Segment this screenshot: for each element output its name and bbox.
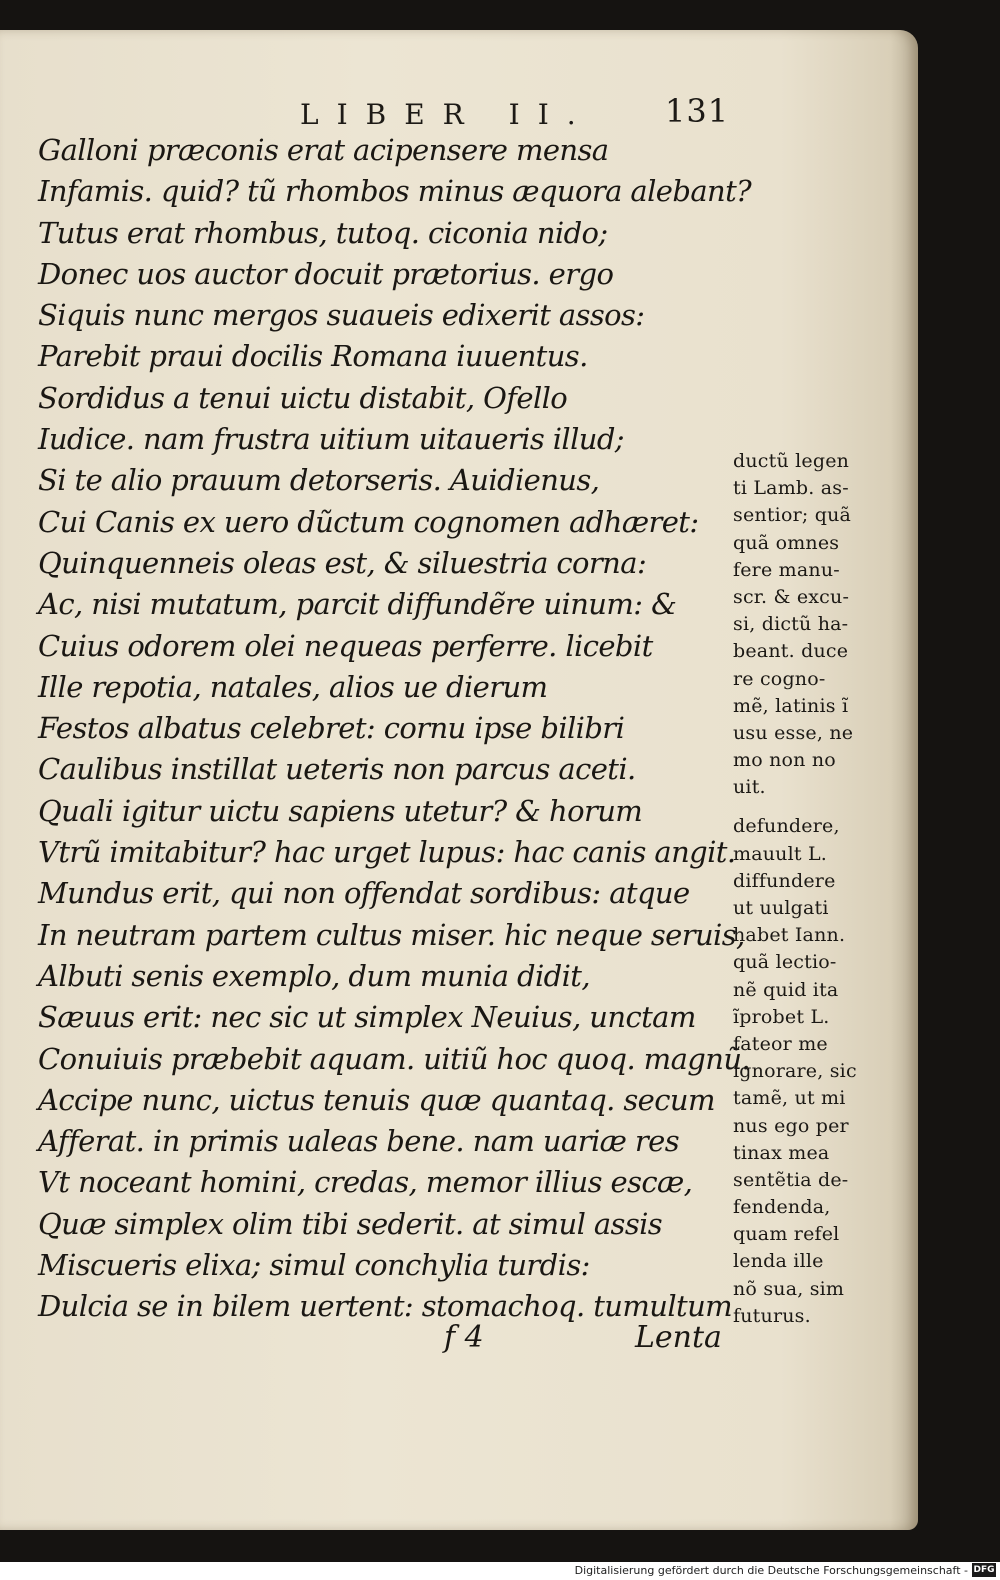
page-footer [440, 1320, 740, 1364]
signature-mark: f 4 [444, 1320, 484, 1355]
verse-line: Infamis. quid? tũ rhombos minus æquora alebant? [38, 174, 752, 209]
margin-note-line: re cogno- [733, 667, 826, 690]
dfg-logo: DFG [973, 1565, 995, 1575]
verse-line: Miscueris elixa; simul conchylia turdis: [38, 1248, 590, 1283]
verse-line: Caulibus instillat ueteris non parcus aceti. [38, 752, 636, 787]
verse-line: Festos albatus celebret: cornu ipse bilibri [38, 711, 625, 746]
verse-line: Albuti senis exemplo, dum munia didit, [38, 958, 590, 993]
verse-line: Quali igitur uictu sapiens utetur? & horum [38, 793, 643, 828]
verse-line: Donec uos auctor docuit prætorius. ergo [38, 256, 614, 291]
margin-note-line: mo non no [733, 749, 836, 772]
verse-line: Parebit praui docilis Romana iuuentus. [38, 339, 588, 374]
margin-note-line: lenda ille [733, 1250, 824, 1273]
margin-note-line: ignorare, sic [733, 1060, 857, 1083]
verse-line: Siquis nunc mergos suaueis edixerit assos: [38, 298, 645, 333]
verse-line: Sordidus a tenui uictu distabit, Ofello [38, 380, 568, 415]
margin-note-line: defundere, [733, 815, 840, 838]
margin-note-line: sentẽtia de- [733, 1168, 849, 1191]
margin-note-line: habet Iann. [733, 924, 846, 947]
page-number: 131 [665, 92, 730, 130]
credit-text: Digitalisierung gefördert durch die Deutsche Forschungsgemeinschaft - [574, 1564, 968, 1577]
verse-line: Vtrũ imitabitur? hac urget lupus: hac canis angit. [38, 835, 736, 870]
verse-line: In neutram partem cultus miser. hic neque seruis, [38, 917, 745, 952]
verse-line: Sæuus erit: nec sic ut simplex Neuius, unctam [38, 1000, 696, 1035]
margin-note [733, 448, 873, 801]
margin-note-line: nus ego per [733, 1114, 849, 1137]
verse-line: Ac, nisi mutatum, parcit diffundẽre uinum: & [38, 587, 677, 622]
margin-note [733, 813, 873, 1330]
margin-note-line: usu esse, ne [733, 721, 854, 744]
verse-line: Cuius odorem olei nequeas perferre. licebit [38, 628, 653, 663]
verse-line: Accipe nunc, uictus tenuis quæ quantaq. secum [38, 1082, 715, 1117]
verse-line: Ille repotia, natales, alios ue dierum [38, 669, 548, 704]
margin-note-line: fendenda, [733, 1196, 831, 1219]
verse-line: Vt noceant homini, credas, memor illius escæ, [38, 1165, 693, 1200]
margin-note-line: quã lectio- [733, 951, 837, 974]
margin-note-line: fateor me [733, 1032, 828, 1055]
margin-note-line: diffundere [733, 869, 836, 892]
margin-note-line: ductũ legen [733, 450, 850, 472]
verse-line: Cui Canis ex uero dũctum cognomen adhæret: [38, 504, 699, 539]
verse-line: Si te alio prauum detorseris. Auidienus, [38, 463, 600, 498]
verse-line: Quinquenneis oleas est, & siluestria corna: [38, 545, 647, 580]
margin-note-line: uit. [733, 776, 766, 799]
verse-line: Galloni præconis erat acipensere mensa [38, 133, 609, 167]
verse-line: Iudice. nam frustra uitium uitaueris illud; [38, 422, 624, 457]
margin-note-line: ut uulgati [733, 897, 829, 919]
verse-line: Mundus erit, qui non offendat sordibus: atque [38, 876, 690, 911]
margin-note-line: mẽ, latinis ĩ [733, 694, 849, 717]
margin-note-line: scr. & excu- [733, 585, 850, 608]
margin-note-line: nõ sua, sim [733, 1277, 845, 1300]
margin-note-line: tamẽ, ut mi [733, 1087, 846, 1110]
margin-note-line: ĩprobet L. [733, 1005, 830, 1028]
verse-line: Conuiuis præbebit aquam. uitiũ hoc quoq. magnũ. [38, 1041, 751, 1076]
verse-line: Afferat. in primis ualeas bene. nam uariæ res [38, 1124, 680, 1159]
verse-line: Quæ simplex olim tibi sederit. at simul assis [38, 1206, 663, 1241]
margin-note-line: quam refel [733, 1223, 840, 1246]
verse-column [38, 130, 752, 1328]
catchword: Lenta [635, 1320, 722, 1355]
margin-note-line: si, dictũ ha- [733, 613, 849, 636]
verse-line: Tutus erat rhombus, tutoq. ciconia nido; [38, 215, 608, 250]
margin-note-line: ti Lamb. as- [733, 477, 849, 500]
running-title: LIBER II. [300, 98, 594, 131]
margin-note-line: fere manu- [733, 558, 840, 581]
running-header [300, 92, 730, 131]
credit-bar [0, 1562, 1000, 1580]
margin-note-line: beant. duce [733, 640, 849, 663]
margin-note-line: nẽ quid ita [733, 978, 839, 1001]
margin-note-line: futurus. [733, 1304, 811, 1327]
margin-note-line: tinax mea [733, 1141, 830, 1164]
margin-note-line: quã omnes [733, 531, 840, 554]
verse-line: Dulcia se in bilem uertent: stomachoq. tumultum [38, 1289, 733, 1324]
margin-note-line: sentior; quã [733, 504, 852, 527]
marginal-notes [733, 448, 873, 1330]
margin-note-line: mauult L. [733, 842, 828, 865]
